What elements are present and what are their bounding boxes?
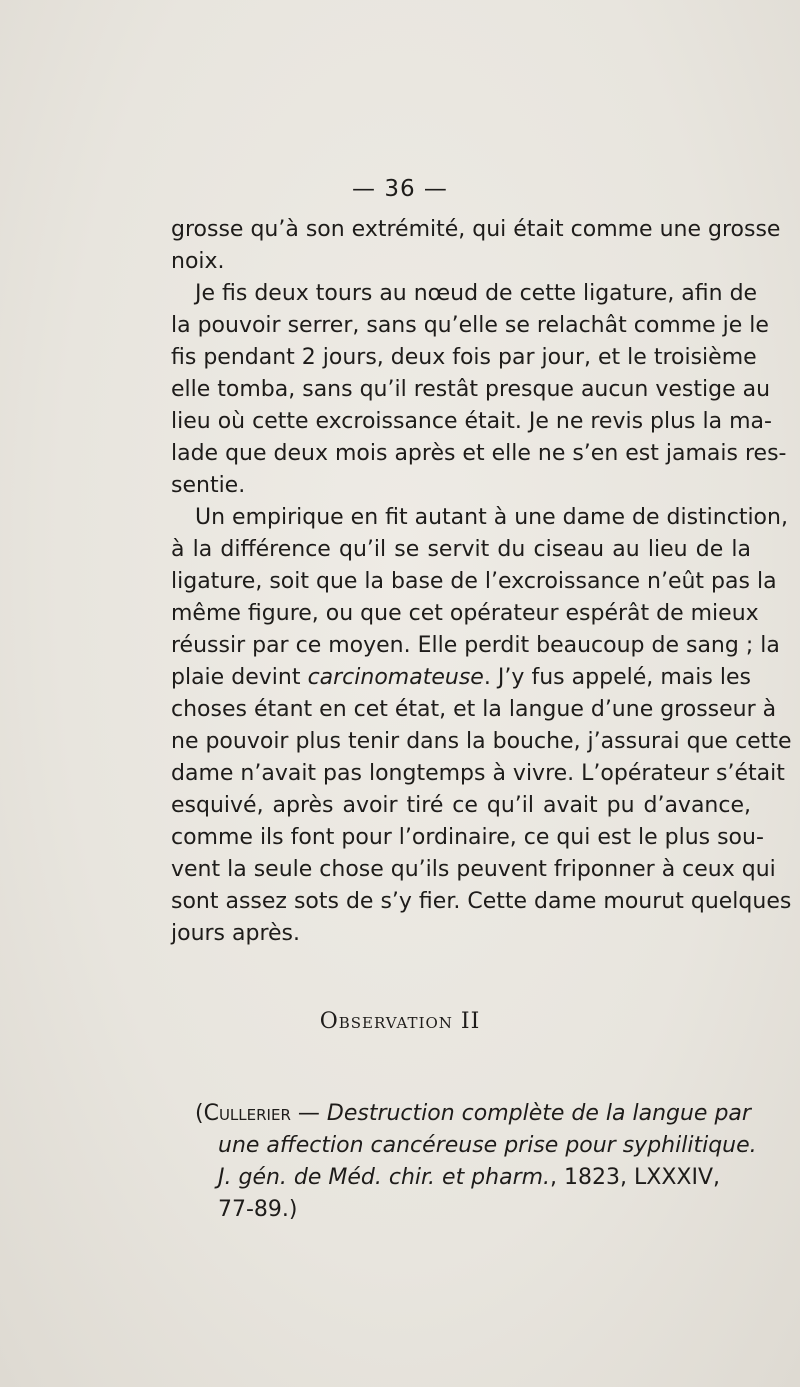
reference-dash: — [290,1101,327,1126]
text-line: comme ils font pour l’ordinaire, ce qui est le plus sou- [171,825,764,850]
text-line: sont assez sots de s’y fier. Cette dame mourut quelques [171,889,792,914]
reference-title: Destruction complète de la langue par [326,1101,751,1126]
text-line: lade que deux mois après et elle ne s’en est jamais res- [171,441,787,466]
text-line: ligature, soit que la base de l’excroissance n’eût pas la [171,569,777,594]
text-line: esquivé, après avoir tiré ce qu’il avait pu d’avance, [171,793,751,818]
text-line: jours après. [171,921,301,946]
text-line [171,662,751,694]
reference-citation [171,1098,757,1226]
reference-line [171,1162,751,1194]
text-line: choses étant en cet état, et la langue d’une grosseur à [171,697,777,722]
text-line: réussir par ce moyen. Elle perdit beaucoup de sang ; la [171,633,780,658]
paragraph-2 [171,278,787,502]
text-line: la pouvoir serrer, sans qu’elle se relachât comme je le [171,313,769,338]
text-line: dame n’avait pas longtemps à vivre. L’opérateur s’était [171,761,785,786]
paragraph-3 [171,502,792,950]
reference-line: (Cullerier — Destruction complète de la langue par [195,1101,751,1126]
text-line: même figure, ou que cet opérateur espérât de mieux [171,601,759,626]
observation-heading [0,1009,800,1034]
text-line: Je fis deux tours au nœud de cette ligature, afin de [195,281,758,306]
observation-heading-text: Observation II [319,1009,481,1034]
paragraph-1 [171,214,781,278]
text-line: à la différence qu’il se servit du ciseau au lieu de la [171,537,751,562]
text-line: noix. [171,249,225,274]
reference-line [171,1130,757,1162]
text-line: elle tomba, sans qu’il restât presque aucun vestige au [171,377,771,402]
text-segment: . J’y fus appelé, mais les [483,665,751,690]
text-line: sentie. [171,473,246,498]
text-line: fis pendant 2 jours, deux fois par jour, et le troisième [171,345,757,370]
reference-author: Cullerier [203,1101,291,1126]
italic-term: carcinomateuse [307,665,484,690]
text-line: Un empirique en fit autant à une dame de distinction, [195,505,788,530]
text-line: grosse qu’à son extrémité, qui était comme une grosse [171,217,781,242]
reference-line: 77-89.) [218,1197,298,1222]
page-number: — 36 — [352,176,448,202]
reference-journal: J. gén. de Méd. chir. et pharm. [218,1165,551,1190]
text-segment: plaie devint [171,665,308,690]
reference-title-cont: une affection cancéreuse prise pour syphilitique. [218,1133,757,1158]
reference-details: , 1823, LXXXIV, [550,1165,721,1190]
text-line: vent la seule chose qu’ils peuvent friponner à ceux qui [171,857,776,882]
text-line: lieu où cette excroissance était. Je ne revis plus la ma- [171,409,772,434]
text-line: ne pouvoir plus tenir dans la bouche, j’assurai que cette [171,729,792,754]
